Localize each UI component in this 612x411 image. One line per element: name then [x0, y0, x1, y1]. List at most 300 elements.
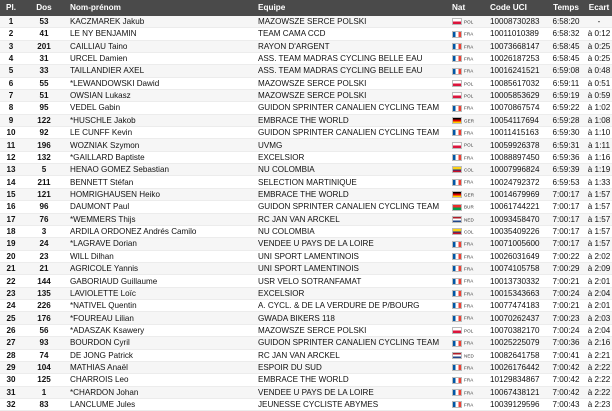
- bib-cell: 31: [22, 52, 66, 64]
- country-code: FRA: [464, 278, 474, 284]
- rider-name-cell: HENAO GOMEZ Sebastian: [66, 164, 258, 176]
- flag-icon: [452, 216, 462, 223]
- gap-cell: à 2:03: [587, 313, 611, 323]
- gap-cell: -: [586, 16, 612, 28]
- rank-cell: 11: [0, 139, 22, 151]
- gap-cell: à 0:48: [587, 66, 611, 76]
- bib-cell: 122: [22, 114, 66, 126]
- rank-cell: 24: [0, 300, 22, 312]
- table-row: [0, 176, 612, 188]
- nat-cell: [452, 164, 490, 176]
- uci-code-cell: 10071005600: [490, 238, 546, 250]
- nat-cell: [452, 176, 490, 188]
- gap-cell: à 1:57: [587, 190, 611, 199]
- uci-code-cell: 10014679969: [490, 188, 546, 200]
- nat-cell: [452, 386, 490, 398]
- team-cell: ESPOIR DU SUD: [258, 361, 452, 373]
- bib-cell: 1: [22, 386, 66, 398]
- uci-code-cell: 10008730283: [490, 16, 546, 28]
- rank-cell: 1: [0, 16, 22, 28]
- uci-code-cell: 10007996824: [490, 164, 546, 176]
- table-row: [0, 262, 612, 274]
- rank-cell: 4: [0, 52, 22, 64]
- team-cell: VENDEE U PAYS DE LA LOIRE: [258, 386, 452, 398]
- rider-name-cell: AGRICOLE Yannis: [66, 262, 258, 274]
- table-row: [0, 127, 612, 139]
- rank-cell: 27: [0, 337, 22, 349]
- gap-cell: à 2:09: [587, 264, 611, 274]
- rank-cell: 13: [0, 164, 22, 176]
- table-row: [0, 250, 612, 262]
- time-cell: 6:59:30: [546, 127, 586, 139]
- flag-icon: [452, 31, 462, 38]
- table-row: [0, 77, 612, 89]
- nat-cell: [452, 287, 490, 299]
- nat-cell: [452, 337, 490, 349]
- flag-icon: [452, 18, 462, 25]
- rank-cell: 28: [0, 349, 22, 361]
- nat-cell: [452, 275, 490, 287]
- rider-name-cell: TAILLANDIER AXEL: [66, 65, 258, 77]
- rider-name-cell: *LEWANDOWSKI Dawid: [66, 77, 258, 89]
- flag-icon: [452, 105, 462, 112]
- nat-cell: [452, 28, 490, 40]
- team-cell: ASS. TEAM MADRAS CYCLING BELLE EAU: [258, 65, 452, 77]
- flag-icon: [452, 92, 462, 99]
- time-cell: 7:00:24: [546, 287, 586, 299]
- table-row: [0, 40, 612, 52]
- uci-code-cell: 10013730332: [490, 275, 546, 287]
- rider-name-cell: *FOUREAU Lilian: [66, 312, 258, 324]
- flag-icon: [452, 302, 462, 309]
- gap-cell: à 2:04: [587, 288, 611, 298]
- flag-icon: [452, 278, 462, 285]
- uci-code-cell: 10025225079: [490, 337, 546, 349]
- gap-cell: à 2:04: [587, 325, 611, 335]
- time-cell: 7:00:42: [546, 374, 586, 386]
- nat-cell: [452, 102, 490, 114]
- team-cell: NU COLOMBIA: [258, 225, 452, 237]
- country-code: FRA: [464, 315, 474, 321]
- gap-cell: à 2:21: [587, 350, 611, 360]
- bib-cell: 56: [22, 324, 66, 336]
- gap-cell: à 1:57: [587, 239, 611, 249]
- time-cell: 6:59:11: [546, 77, 586, 89]
- time-cell: 6:59:31: [546, 139, 586, 151]
- gap-cell: à 2:22: [587, 387, 611, 397]
- country-code: FRA: [464, 31, 474, 37]
- flag-icon: [452, 129, 462, 136]
- team-cell: VENDEE U PAYS DE LA LOIRE: [258, 238, 452, 250]
- table-row: [0, 188, 612, 200]
- nat-cell: [452, 361, 490, 373]
- flag-icon: [452, 340, 462, 347]
- team-cell: UNI SPORT LAMENTINOIS: [258, 262, 452, 274]
- bib-cell: 226: [22, 300, 66, 312]
- nat-cell: [452, 250, 490, 262]
- uci-code-cell: 10059926378: [490, 139, 546, 151]
- gap-cell: à 1:08: [587, 115, 611, 125]
- time-cell: 6:58:32: [546, 28, 586, 40]
- country-code: FRA: [464, 291, 474, 297]
- rank-cell: 21: [0, 262, 22, 274]
- gap-cell: à 1:19: [587, 165, 611, 175]
- uci-code-cell: 10085617032: [490, 77, 546, 89]
- bib-cell: 55: [22, 77, 66, 89]
- rank-cell: 14: [0, 176, 22, 188]
- rank-cell: 32: [0, 398, 22, 410]
- time-cell: 7:00:17: [546, 225, 586, 237]
- table-row: [0, 225, 612, 237]
- flag-icon: [452, 68, 462, 75]
- uci-code-cell: 10074105758: [490, 262, 546, 274]
- flag-icon: [452, 166, 462, 173]
- header-gap: Ecart: [586, 0, 612, 16]
- uci-code-cell: 10005853629: [490, 89, 546, 101]
- uci-code-cell: 10061744221: [490, 201, 546, 213]
- flag-icon: [452, 80, 462, 87]
- gap-cell: à 0:59: [587, 91, 611, 101]
- rank-cell: 18: [0, 225, 22, 237]
- uci-code-cell: 10082641758: [490, 349, 546, 361]
- rider-name-cell: WILL Dilhan: [66, 250, 258, 262]
- rank-cell: 2: [0, 28, 22, 40]
- results-body: [0, 16, 612, 411]
- country-code: POL: [464, 19, 474, 25]
- rider-name-cell: BENNETT Stéfan: [66, 176, 258, 188]
- country-code: FRA: [464, 56, 474, 62]
- uci-code-cell: 10026187253: [490, 52, 546, 64]
- bib-cell: 96: [22, 201, 66, 213]
- team-cell: NU COLOMBIA: [258, 164, 452, 176]
- rank-cell: 7: [0, 89, 22, 101]
- nat-cell: [452, 324, 490, 336]
- table-row: [0, 89, 612, 101]
- country-code: FRA: [464, 241, 474, 247]
- team-cell: SELECTION MARTINIQUE: [258, 176, 452, 188]
- bib-cell: 93: [22, 337, 66, 349]
- rider-name-cell: GABORIAUD Guillaume: [66, 275, 258, 287]
- gap-cell: à 2:16: [587, 338, 611, 348]
- table-row: [0, 324, 612, 336]
- rank-cell: 15: [0, 188, 22, 200]
- rider-name-cell: KACZMAREK Jakub: [66, 16, 258, 28]
- table-row: [0, 398, 612, 410]
- table-row: [0, 275, 612, 287]
- bib-cell: 125: [22, 374, 66, 386]
- time-cell: 7:00:41: [546, 349, 586, 361]
- table-row: [0, 114, 612, 126]
- flag-icon: [452, 204, 462, 211]
- bib-cell: 51: [22, 89, 66, 101]
- rider-name-cell: MATHIAS Anaël: [66, 361, 258, 373]
- team-cell: GUIDON SPRINTER CANALIEN CYCLING TEAM: [258, 127, 452, 139]
- uci-code-cell: 10026176442: [490, 361, 546, 373]
- rank-cell: 23: [0, 287, 22, 299]
- gap-cell: à 1:33: [587, 177, 611, 187]
- uci-code-cell: 10073668147: [490, 40, 546, 52]
- gap-cell: à 1:16: [587, 152, 611, 162]
- rider-name-cell: *WEMMERS Thijs: [66, 213, 258, 225]
- flag-icon: [452, 327, 462, 334]
- rider-name-cell: *NATIVEL Quentin: [66, 300, 258, 312]
- team-cell: EMBRACE THE WORLD: [258, 188, 452, 200]
- rider-name-cell: VEDEL Gabin: [66, 102, 258, 114]
- nat-cell: [452, 312, 490, 324]
- country-code: BUR: [464, 204, 474, 210]
- country-code: POL: [464, 142, 474, 148]
- bib-cell: 76: [22, 213, 66, 225]
- uci-code-cell: 10016241521: [490, 65, 546, 77]
- uci-code-cell: 10035409226: [490, 225, 546, 237]
- bib-cell: 135: [22, 287, 66, 299]
- country-code: FRA: [464, 68, 474, 74]
- country-code: NED: [464, 216, 474, 222]
- nat-cell: [452, 225, 490, 237]
- flag-icon: [452, 241, 462, 248]
- rider-name-cell: *GAILLARD Baptiste: [66, 151, 258, 163]
- team-cell: MAZOWSZE SERCE POLSKI: [258, 324, 452, 336]
- rider-name-cell: LAVIOLETTE Loïc: [66, 287, 258, 299]
- gap-cell: à 0:12: [587, 29, 611, 39]
- table-row: [0, 287, 612, 299]
- country-code: FRA: [464, 155, 474, 161]
- flag-icon: [452, 377, 462, 384]
- bib-cell: 211: [22, 176, 66, 188]
- team-cell: A. CYCL. & DE LA VERDURE DE P/BOURG: [258, 300, 452, 312]
- bib-cell: 74: [22, 349, 66, 361]
- table-row: [0, 238, 612, 250]
- header-uci: Code UCI: [490, 0, 546, 16]
- bib-cell: 95: [22, 102, 66, 114]
- nat-cell: [452, 89, 490, 101]
- gap-cell: à 1:57: [587, 202, 611, 212]
- country-code: FRA: [464, 389, 474, 395]
- table-row: [0, 151, 612, 163]
- rider-name-cell: HOMRIGHAUSEN Heiko: [66, 188, 258, 200]
- nat-cell: [452, 16, 490, 28]
- rank-cell: 30: [0, 374, 22, 386]
- rider-name-cell: *HUSCHLE Jakob: [66, 114, 258, 126]
- uci-code-cell: 10039129596: [490, 398, 546, 410]
- country-code: COL: [464, 229, 474, 235]
- country-code: FRA: [464, 303, 474, 309]
- team-cell: EXCELSIOR: [258, 151, 452, 163]
- rider-name-cell: *ADASZAK Ksawery: [66, 324, 258, 336]
- uci-code-cell: 10093458470: [490, 213, 546, 225]
- rank-cell: 12: [0, 151, 22, 163]
- header-team: Equipe: [258, 0, 452, 16]
- time-cell: 6:58:45: [546, 52, 586, 64]
- bib-cell: 41: [22, 28, 66, 40]
- team-cell: RC JAN VAN ARCKEL: [258, 349, 452, 361]
- header-name: Nom-prénom: [66, 0, 258, 16]
- table-row: [0, 164, 612, 176]
- gap-cell: à 1:57: [587, 214, 611, 224]
- header-row: [0, 0, 612, 16]
- gap-cell: à 2:01: [587, 276, 611, 286]
- uci-code-cell: 10011010389: [490, 28, 546, 40]
- bib-cell: 132: [22, 151, 66, 163]
- team-cell: JEUNESSE CYCLISTE ABYMES: [258, 398, 452, 410]
- team-cell: MAZOWSZE SERCE POLSKI: [258, 16, 452, 28]
- country-code: FRA: [464, 43, 474, 49]
- bib-cell: 21: [22, 262, 66, 274]
- table-row: [0, 374, 612, 386]
- table-row: [0, 300, 612, 312]
- bib-cell: 53: [22, 16, 66, 28]
- time-cell: 7:00:17: [546, 238, 586, 250]
- rider-name-cell: ARDILA ORDONEZ Andrés Camilo: [66, 225, 258, 237]
- country-code: POL: [464, 328, 474, 334]
- bib-cell: 92: [22, 127, 66, 139]
- uci-code-cell: 10015343663: [490, 287, 546, 299]
- country-code: NED: [464, 352, 474, 358]
- nat-cell: [452, 188, 490, 200]
- flag-icon: [452, 228, 462, 235]
- table-row: [0, 337, 612, 349]
- flag-icon: [452, 154, 462, 161]
- nat-cell: [452, 151, 490, 163]
- team-cell: EMBRACE THE WORLD: [258, 114, 452, 126]
- table-row: [0, 139, 612, 151]
- time-cell: 7:00:17: [546, 213, 586, 225]
- bib-cell: 3: [22, 225, 66, 237]
- nat-cell: [452, 238, 490, 250]
- time-cell: 6:58:20: [546, 16, 586, 28]
- time-cell: 7:00:21: [546, 275, 586, 287]
- flag-icon: [452, 55, 462, 62]
- team-cell: MAZOWSZE SERCE POLSKI: [258, 89, 452, 101]
- time-cell: 7:00:17: [546, 201, 586, 213]
- flag-icon: [452, 253, 462, 260]
- rank-cell: 5: [0, 65, 22, 77]
- time-cell: 7:00:24: [546, 324, 586, 336]
- rank-cell: 9: [0, 114, 22, 126]
- uci-code-cell: 10070867574: [490, 102, 546, 114]
- bib-cell: 33: [22, 65, 66, 77]
- time-cell: 7:00:36: [546, 337, 586, 349]
- bib-cell: 5: [22, 164, 66, 176]
- uci-code-cell: 10011415163: [490, 127, 546, 139]
- team-cell: USR VELO SOTRANFAMAT: [258, 275, 452, 287]
- rider-name-cell: LANCLUME Jules: [66, 398, 258, 410]
- team-cell: ASS. TEAM MADRAS CYCLING BELLE EAU: [258, 52, 452, 64]
- table-row: [0, 65, 612, 77]
- bib-cell: 144: [22, 275, 66, 287]
- nat-cell: [452, 77, 490, 89]
- gap-cell: à 1:10: [587, 128, 611, 138]
- time-cell: 7:00:29: [546, 262, 586, 274]
- flag-icon: [452, 364, 462, 371]
- bib-cell: 196: [22, 139, 66, 151]
- rank-cell: 10: [0, 127, 22, 139]
- flag-icon: [452, 401, 462, 408]
- nat-cell: [452, 139, 490, 151]
- bib-cell: 23: [22, 250, 66, 262]
- flag-icon: [452, 389, 462, 396]
- table-row: [0, 213, 612, 225]
- nat-cell: [452, 374, 490, 386]
- gap-cell: à 2:01: [587, 301, 611, 311]
- flag-icon: [452, 43, 462, 50]
- table-row: [0, 28, 612, 40]
- table-row: [0, 361, 612, 373]
- gap-cell: à 0:25: [587, 54, 611, 64]
- team-cell: EXCELSIOR: [258, 287, 452, 299]
- rank-cell: 16: [0, 201, 22, 213]
- rank-cell: 26: [0, 324, 22, 336]
- team-cell: UNI SPORT LAMENTINOIS: [258, 250, 452, 262]
- rank-cell: 3: [0, 40, 22, 52]
- country-code: FRA: [464, 340, 474, 346]
- rider-name-cell: CHARROIS Leo: [66, 374, 258, 386]
- bib-cell: 201: [22, 40, 66, 52]
- gap-cell: à 2:23: [587, 400, 611, 410]
- rider-name-cell: BOURDON Cyril: [66, 337, 258, 349]
- time-cell: 6:59:39: [546, 164, 586, 176]
- time-cell: 6:59:19: [546, 89, 586, 101]
- uci-code-cell: 10054117694: [490, 114, 546, 126]
- rank-cell: 8: [0, 102, 22, 114]
- team-cell: GWADA BIKERS 118: [258, 312, 452, 324]
- country-code: FRA: [464, 253, 474, 259]
- rank-cell: 20: [0, 250, 22, 262]
- uci-code-cell: 10129834867: [490, 374, 546, 386]
- team-cell: RC JAN VAN ARCKEL: [258, 213, 452, 225]
- country-code: FRA: [464, 179, 474, 185]
- time-cell: 7:00:21: [546, 300, 586, 312]
- team-cell: GUIDON SPRINTER CANALIEN CYCLING TEAM: [258, 201, 452, 213]
- country-code: POL: [464, 93, 474, 99]
- flag-icon: [452, 191, 462, 198]
- header-pl: Pl.: [0, 0, 22, 16]
- rider-name-cell: LE CUNFF Kevin: [66, 127, 258, 139]
- rider-name-cell: *CHARDON Johan: [66, 386, 258, 398]
- flag-icon: [452, 315, 462, 322]
- rider-name-cell: CAILLIAU Taino: [66, 40, 258, 52]
- nat-cell: [452, 213, 490, 225]
- nat-cell: [452, 65, 490, 77]
- uci-code-cell: 10077474183: [490, 300, 546, 312]
- team-cell: MAZOWSZE SERCE POLSKI: [258, 77, 452, 89]
- nat-cell: [452, 398, 490, 410]
- flag-icon: [452, 179, 462, 186]
- flag-icon: [452, 265, 462, 272]
- rider-name-cell: WOZNIAK Szymon: [66, 139, 258, 151]
- rider-name-cell: OWSIAN Lukasz: [66, 89, 258, 101]
- rank-cell: 19: [0, 238, 22, 250]
- team-cell: GUIDON SPRINTER CANALIEN CYCLING TEAM: [258, 102, 452, 114]
- rider-name-cell: DAUMONT Paul: [66, 201, 258, 213]
- gap-cell: à 2:02: [587, 251, 611, 261]
- flag-icon: [452, 290, 462, 297]
- country-code: FRA: [464, 365, 474, 371]
- bib-cell: 104: [22, 361, 66, 373]
- nat-cell: [452, 262, 490, 274]
- rider-name-cell: DE JONG Patrick: [66, 349, 258, 361]
- rank-cell: 17: [0, 213, 22, 225]
- bib-cell: 176: [22, 312, 66, 324]
- uci-code-cell: 10070382170: [490, 324, 546, 336]
- table-row: [0, 16, 612, 28]
- country-code: POL: [464, 80, 474, 86]
- country-code: GER: [464, 118, 475, 124]
- country-code: FRA: [464, 266, 474, 272]
- bib-cell: 24: [22, 238, 66, 250]
- time-cell: 7:00:17: [546, 188, 586, 200]
- flag-icon: [452, 142, 462, 149]
